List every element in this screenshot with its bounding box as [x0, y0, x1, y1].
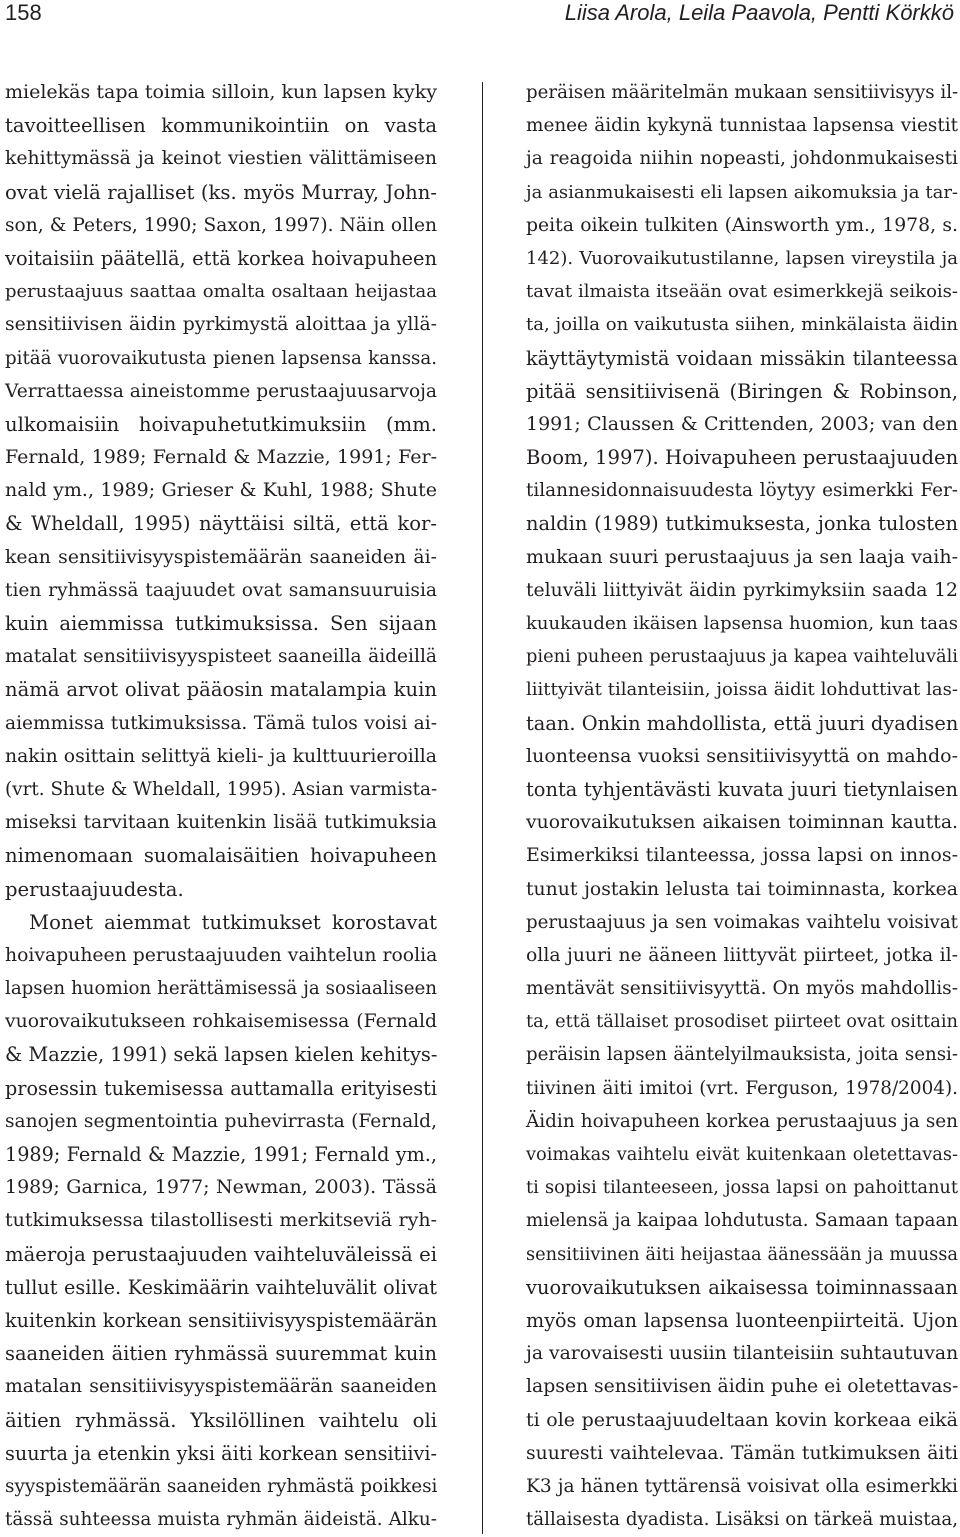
text-line: K3 ja hänen tyttärensä voisivat olla esimerkki: [526, 1475, 958, 1497]
text-line: hoivapuheen perustaajuuden vaihtelun roolia: [5, 944, 438, 966]
text-line: peita oikein tulkiten (Ainsworth ym., 1978, s.: [526, 214, 958, 236]
text-line: tullut esille. Keskimäärin vaihteluvälit olivat: [5, 1275, 437, 1299]
text-line: peräisen määritelmän mukaan sensitiivisyys il-: [526, 82, 959, 103]
text-line: tonta tyhjentävästi kuvata juuri tietynlaisen: [526, 777, 958, 801]
text-line: ja varovaisesti uusiin tilanteisiin suhtautuvan: [526, 1343, 959, 1365]
text-line: tavat ilmaista itseään ovat esimerkkejä seikois-: [526, 281, 958, 303]
text-line: suurta ja etenkin yksi äiti korkean sensitiivi-: [5, 1441, 437, 1465]
text-line: perustaajuudesta.: [5, 877, 184, 901]
text-line: sensitiivinen äiti heijastaa äänessään ja muussa: [526, 1243, 958, 1265]
text-line: tässä suhteessa muista ryhmän äideistä. Alku-: [5, 1509, 437, 1531]
text-line: nämä arvot olivat pääosin matalampia kuin: [5, 678, 437, 702]
text-line: Fernald, 1989; Fernald & Mazzie, 1991; Fer-: [5, 446, 437, 469]
text-line: ja reagoida niihin nopeasti, johdonmukaisesti: [526, 148, 958, 170]
text-line: tiivinen äiti imitoi (vrt. Ferguson, 1978/2004).: [526, 1077, 958, 1099]
text-line: mielekäs tapa toimia silloin, kun lapsen kyky: [5, 81, 437, 103]
text-line: äitien ryhmässä. Yksilöllinen vaihtelu oli: [5, 1408, 437, 1432]
text-line: matalat sensitiivisyyspisteet saaneilla äideillä: [5, 646, 437, 668]
page-number: 158: [5, 0, 42, 25]
text-line: tällaisesta dyadista. Lisäksi on tärkeä muistaa,: [526, 1509, 958, 1531]
text-line: tunut jostakin lelusta tai toiminnasta, korkea: [526, 878, 958, 900]
text-line: vuorovaikutukseen rohkaisemisessa (Fernald: [5, 1011, 437, 1033]
text-line: miseksi tarvitaan kuitenkin lisää tutkimuksia: [5, 812, 437, 834]
text-line: nimenomaan suomalaisäitien hoivapuheen: [5, 844, 437, 868]
text-line: son, & Peters, 1990; Saxon, 1997). Näin ollen: [5, 214, 437, 236]
text-line: (vrt. Shute & Wheldall, 1995). Asian varmista-: [5, 778, 438, 800]
text-line: ovat vielä rajalliset (ks. myös Murray, John-: [5, 180, 437, 204]
paragraph: [5, 76, 437, 906]
text-line: luonteensa vuoksi sensitiivisyyttä on mahdo-: [526, 744, 958, 767]
text-line: kuin aiemmissa tutkimuksissa. Sen sijaan: [5, 612, 437, 635]
text-line: naldin (1989) tutkimuksesta, jonka tulosten: [526, 512, 958, 536]
right-column: [526, 76, 958, 1536]
text-line: ta, joilla on vaikutusta siihen, minkälaista äidin: [526, 314, 958, 336]
text-line: ulkomaisiin hoivapuhetutkimuksiin (mm.: [5, 412, 437, 436]
text-line: Boom, 1997). Hoivapuheen perustaajuuden: [526, 446, 959, 470]
text-line: tutkimuksessa tilastollisesti merkitseviä ryh-: [5, 1209, 437, 1232]
text-line: prosessin tukemisessa auttamalla erityisesti: [5, 1076, 437, 1100]
column-divider: [482, 82, 483, 1534]
text-line: lapsen sensitiivisen äidin puhe ei oletettavas-: [526, 1376, 959, 1398]
text-line: sanojen segmentointia puhevirrasta (Fernald,: [5, 1110, 437, 1132]
text-line: tavoitteellisen kommunikointiin on vasta: [5, 114, 437, 138]
text-line: vuorovaikutuksen aikaisen toiminnan kautta.: [526, 812, 958, 834]
text-line: mukaan suuri perustaajuus ja sen laaja vaih-: [526, 545, 958, 568]
text-line: sensitiivisen äidin pyrkimystä aloittaa ja yllä-: [5, 314, 437, 336]
left-column: [5, 76, 437, 1536]
text-line: tilannesidonnaisuudesta löytyy esimerkki Fer-: [526, 480, 958, 502]
paragraph: [526, 76, 958, 1536]
text-line: suuresti vaihtelevaa. Tämän tutkimuksen äiti: [526, 1442, 958, 1464]
paragraph: [5, 906, 437, 1537]
text-line: tien ryhmässä taajuudet ovat samansuuruisia: [5, 579, 437, 601]
text-line: kuukauden ikäisen lapsensa huomion, kun taas: [526, 613, 958, 634]
text-line: vuorovaikutuksen aikaisessa toiminnassaan: [526, 1275, 958, 1299]
text-line: perustaajuus ja sen voimakas vaihtelu voisivat: [526, 911, 958, 933]
text-line: 1991; Claussen & Crittenden, 2003; van den: [526, 412, 958, 435]
page-header: [0, 0, 960, 40]
text-line: ti sopisi tilanteeseen, jossa lapsi on pahoittanut: [526, 1177, 958, 1199]
text-line: taan. Onkin mahdollista, että juuri dyadisen: [526, 711, 959, 735]
text-line: saaneiden äitien ryhmässä suuremmat kuin: [5, 1342, 437, 1366]
text-line: lapsen huomion herättämisessä ja sosiaaliseen: [5, 978, 437, 1000]
text-line: ti ole perustaajuudeltaan kovin korkeaa eikä: [526, 1408, 958, 1431]
text-line: menee äidin kykynä tunnistaa lapsensa viestit: [526, 115, 958, 137]
text-line: nakin osittain selittyä kieli- ja kulttuurieroilla: [5, 745, 437, 767]
text-line: 1989; Fernald & Mazzie, 1991; Fernald ym.,: [5, 1143, 437, 1166]
text-line: 1989; Garnica, 1977; Newman, 2003). Tässä: [5, 1176, 437, 1199]
text-line: Esimerkiksi tilanteessa, jossa lapsi on innos-: [526, 844, 958, 867]
text-line: olla juuri ne ääneen liittyvät piirteet, jotka il-: [526, 944, 958, 966]
text-line: Verrattaessa aineistomme perustaajuusarvoja: [5, 380, 437, 402]
text-line: ja asianmukaisesti eli lapsen aikomuksia ja tar-: [526, 181, 958, 203]
text-line: käyttäytymistä voidaan missäkin tilanteessa: [526, 346, 958, 370]
text-line: kuitenkin korkean sensitiivisyyspistemäärän: [5, 1308, 438, 1332]
text-line: mielensä ja kaipaa lohdutusta. Samaan tapaan: [526, 1210, 958, 1232]
text-line: pitää sensitiivisenä (Biringen & Robinson,: [526, 379, 958, 403]
text-line: mentävät sensitiivisyyttä. On myös mahdollis-: [526, 978, 958, 1000]
text-line: matalan sensitiivisyyspistemäärän saaneiden: [5, 1376, 437, 1398]
text-line: kehittymässä ja keinot viestien välittämiseen: [5, 148, 437, 170]
text-line: 142). Vuorovaikutustilanne, lapsen vireystila ja: [526, 247, 958, 269]
text-line: syyspistemäärän saaneiden ryhmästä poikkesi: [5, 1475, 438, 1497]
text-line: voimakas vaihtelu eivät kuitenkaan oletettavas-: [526, 1144, 958, 1165]
text-line: nald ym., 1989; Grieser & Kuhl, 1988; Shute: [5, 479, 437, 502]
text-line: kean sensitiivisyyspistemäärän saaneiden äi-: [5, 546, 437, 568]
text-line: peräisin lapsen ääntelyilmauksista, joita sensi-: [526, 1044, 958, 1066]
text-line: teluväli liittyivät äidin pyrkimyksiin saada 12: [526, 579, 958, 601]
text-line: ta, että tällaiset prosodiset piirteet ovat osittain: [526, 1011, 958, 1033]
text-line: Monet aiemmat tutkimukset korostavat: [29, 910, 437, 934]
text-line: myös oman lapsensa luonteenpiirteitä. Ujon: [526, 1308, 958, 1332]
text-line: & Mazzie, 1991) sekä lapsen kielen kehitys-: [5, 1043, 438, 1067]
text-line: Äidin hoivapuheen korkea perustaajuus ja sen: [526, 1110, 958, 1132]
text-line: pieni puheen perustaajuus ja kapea vaihteluväli: [526, 646, 958, 668]
text-line: mäeroja perustaajuuden vaihteluväleissä ei: [5, 1242, 437, 1266]
text-line: perustaajuus saattaa omalta osaltaan heijastaa: [5, 281, 437, 303]
running-head: Liisa Arola, Leila Paavola, Pentti Körkkö: [564, 0, 954, 25]
text-line: pitää vuorovaikutusta pienen lapsensa kanssa.: [5, 347, 437, 369]
text-line: voitaisiin päätellä, että korkea hoivapuheen: [5, 246, 437, 270]
text-line: & Wheldall, 1995) näyttäisi siltä, että kor-: [5, 512, 437, 536]
text-line: liittyivät tilanteisiin, joissa äidit lohduttivat las-: [526, 679, 958, 701]
text-line: aiemmissa tutkimuksissa. Tämä tulos voisi ai-: [5, 712, 437, 734]
